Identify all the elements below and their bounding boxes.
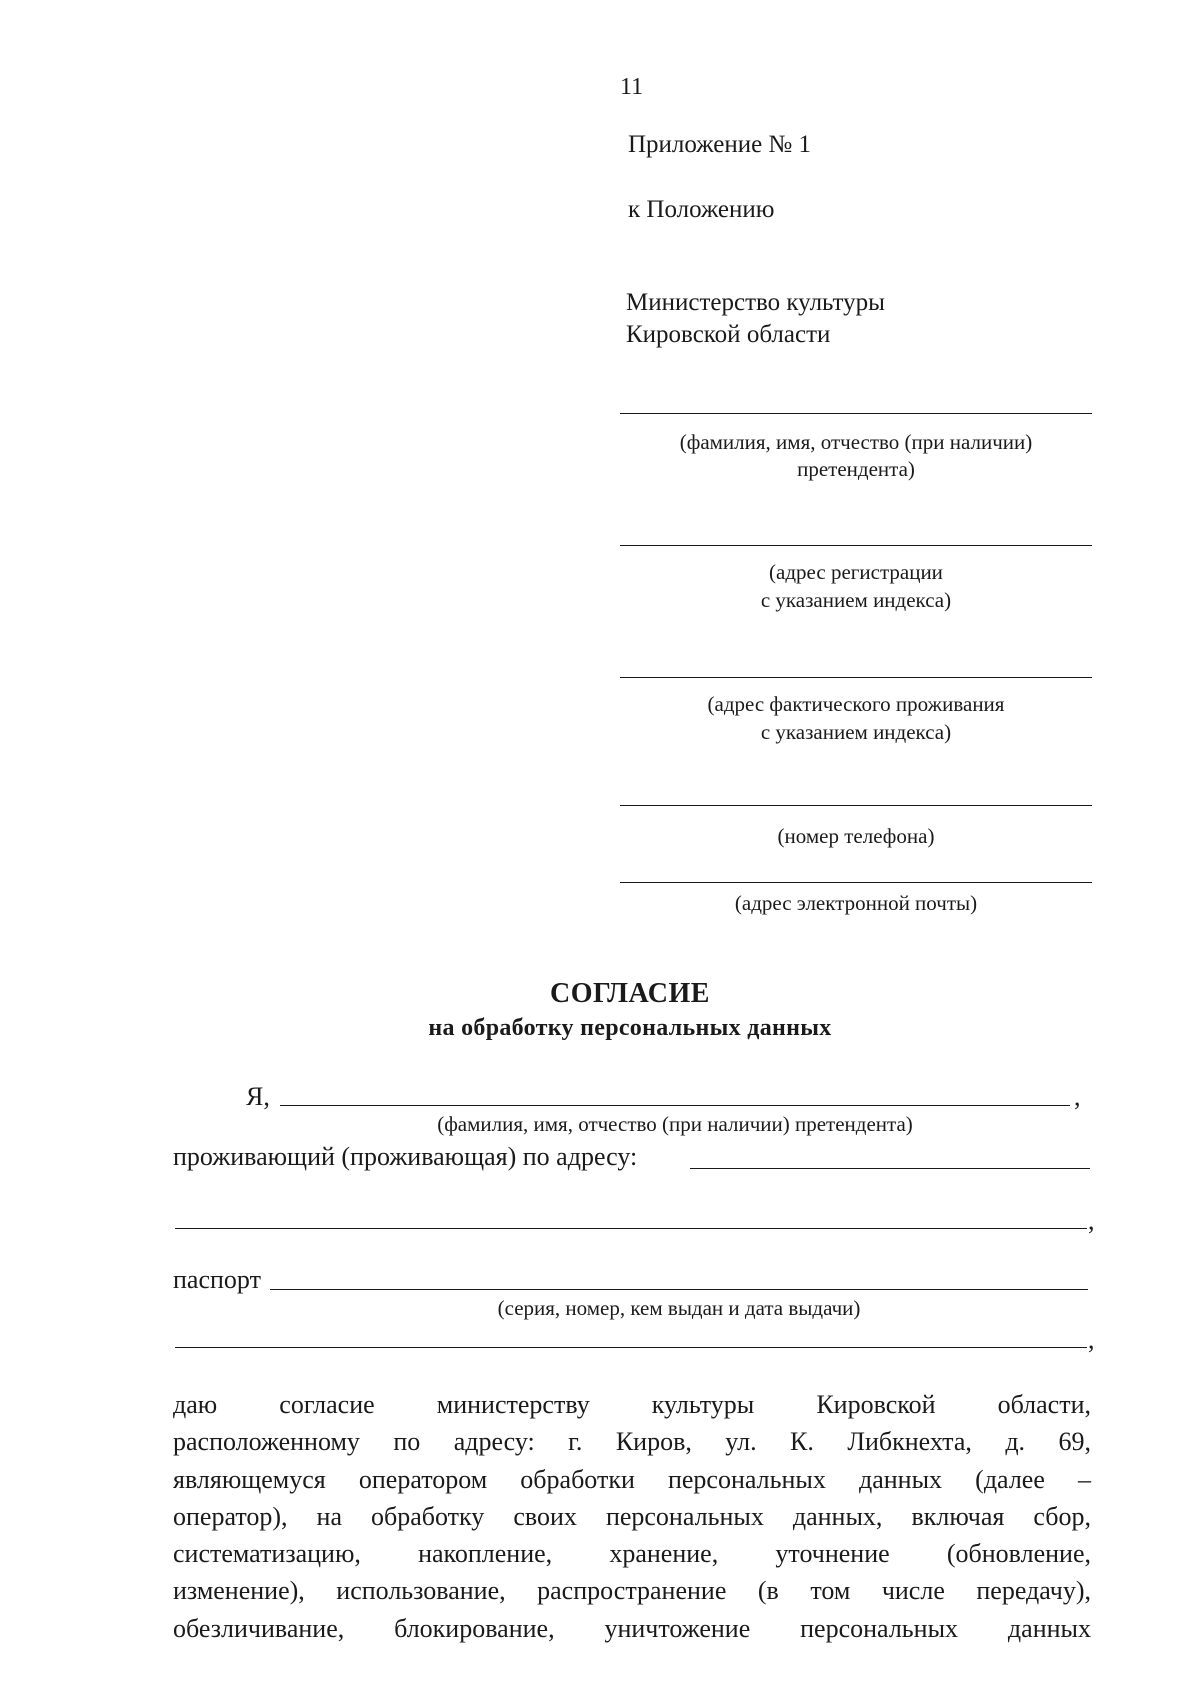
registration-caption-1: (адрес регистрации [769,560,943,584]
paragraph-line: обезличивание, блокирование, уничтожение персональных данных [173,1613,1091,1643]
consent-fio-caption: (фамилия, имя, отчество (при наличии) претендента) [437,1112,913,1136]
paragraph-line: даю согласие министерству культуры Кировской области, [173,1390,1091,1419]
email-line[interactable] [620,882,1092,883]
passport-caption: (серия, номер, кем выдан и дата выдачи) [497,1296,861,1320]
paragraph-line: оператор), на обработку своих персональных данных, включая сбор, [173,1501,1091,1531]
actual-address-caption-2: с указанием индекса) [760,720,952,744]
document-subtitle: на обработку персональных данных [428,1015,832,1041]
fio-caption-2: претендента) [797,457,915,481]
passport-label: паспорт [173,1265,261,1294]
fio-caption-1: (фамилия, имя, отчество (при наличии) [679,430,1033,454]
page-number: 11 [620,74,644,100]
actual-address-line[interactable] [620,677,1092,678]
comma-1: , [1074,1082,1081,1111]
comma-2: , [1088,1206,1095,1235]
consent-fio-line[interactable] [280,1105,1070,1106]
consent-paragraph [173,1386,1091,1647]
document-title: СОГЛАСИЕ [550,978,710,1009]
appendix-label: Приложение № 1 [628,131,812,158]
registration-address-line[interactable] [620,545,1092,546]
residing-address-line-2[interactable] [175,1228,1087,1229]
email-caption: (адрес электронной почты) [734,891,978,915]
passport-line-2[interactable] [175,1347,1087,1348]
addressee-line-2: Кировской области [626,321,831,348]
registration-caption-2: с указанием индекса) [760,588,952,612]
paragraph-line: изменение), использование, распространение (в том числе передачу), [173,1576,1091,1606]
regulation-label: к Положению [628,196,775,223]
actual-address-caption-1: (адрес фактического проживания [707,692,1005,716]
phone-caption: (номер телефона) [777,824,935,848]
addressee-line-1: Министерство культуры [626,289,885,316]
i-label: Я, [246,1082,270,1111]
comma-3: , [1088,1325,1095,1354]
residing-address-line[interactable] [690,1168,1090,1169]
paragraph-line: являющемуся оператором обработки персональных данных (далее – [173,1464,1091,1494]
paragraph-line: расположенному по адресу: г. Киров, ул. К. Либкнехта, д. 69, [173,1427,1091,1457]
phone-line[interactable] [620,805,1092,806]
passport-line[interactable] [270,1289,1088,1290]
fio-field-line[interactable] [620,413,1092,414]
paragraph-line: систематизацию, накопление, хранение, уточнение (обновление, [173,1539,1091,1569]
residing-label: проживающий (проживающая) по адресу: [173,1142,638,1171]
